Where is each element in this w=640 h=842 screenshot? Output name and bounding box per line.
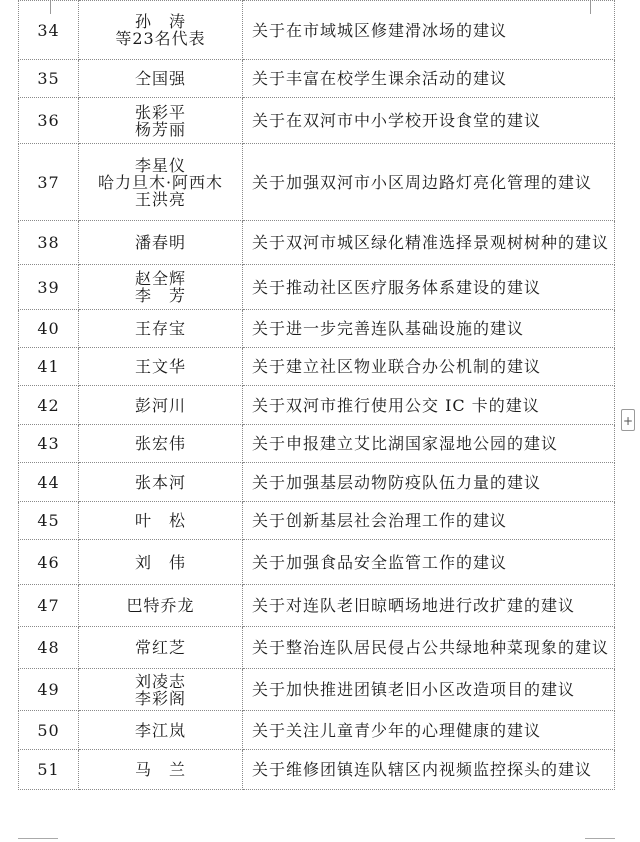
proposer-name: 马 兰 [134, 760, 186, 779]
proposal-title-cell: 关于加快推进团镇老旧小区改造项目的建议 [243, 669, 615, 711]
proposal-title-cell: 关于丰富在校学生课余活动的建议 [243, 60, 615, 98]
proposer-names-cell [79, 221, 243, 265]
proposer-name: 王存宝 [134, 319, 186, 338]
row-number-cell: 37 [19, 144, 79, 221]
proposer-names-cell [79, 60, 243, 98]
proposer-names-cell [79, 386, 243, 425]
row-number-cell: 49 [19, 669, 79, 711]
proposal-title-cell: 关于加强双河市小区周边路灯亮化管理的建议 [243, 144, 615, 221]
page-bottom-mark-left [18, 838, 58, 839]
row-number-cell: 36 [19, 98, 79, 144]
proposer-name: 潘春明 [134, 233, 186, 252]
table-row [19, 348, 615, 386]
table-row [19, 750, 615, 790]
proposer-name: 王洪亮 [134, 189, 186, 209]
proposal-title-cell: 关于对连队老旧晾晒场地进行改扩建的建议 [243, 585, 615, 627]
proposal-table [18, 0, 615, 790]
table-row [19, 585, 615, 627]
proposer-name: 叶 松 [134, 511, 186, 530]
row-number-cell: 50 [19, 711, 79, 750]
table-row [19, 1, 615, 60]
table-row [19, 669, 615, 711]
proposer-name: 刘 伟 [134, 552, 186, 572]
proposer-names-cell [79, 310, 243, 348]
proposer-names-cell [79, 627, 243, 669]
proposal-title-cell: 关于维修团镇连队辖区内视频监控探头的建议 [243, 750, 615, 790]
proposal-title-cell: 关于加强食品安全监管工作的建议 [243, 540, 615, 585]
table-row [19, 711, 615, 750]
proposer-names-cell [79, 348, 243, 386]
proposer-names-cell [79, 502, 243, 540]
table-expand-button[interactable]: + [621, 409, 635, 431]
row-number-cell: 48 [19, 627, 79, 669]
table-row [19, 98, 615, 144]
table-row [19, 386, 615, 425]
row-number-cell: 35 [19, 60, 79, 98]
table-row [19, 221, 615, 265]
proposer-name: 张彩平 [134, 102, 186, 122]
proposer-names-cell [79, 144, 243, 221]
table-row [19, 144, 615, 221]
proposal-table-wrapper [18, 0, 615, 790]
proposer-name: 李 芳 [134, 286, 186, 305]
row-number-cell: 42 [19, 386, 79, 425]
proposer-names-cell [79, 750, 243, 790]
proposer-names-cell [79, 669, 243, 711]
proposer-names-cell [79, 585, 243, 627]
proposer-names-cell [79, 463, 243, 502]
proposer-names-cell [79, 540, 243, 585]
table-row [19, 265, 615, 310]
row-number-cell: 43 [19, 425, 79, 463]
table-row [19, 502, 615, 540]
table-row [19, 60, 615, 98]
proposer-name: 等23名代表 [115, 29, 206, 48]
proposal-title-cell: 关于整治连队居民侵占公共绿地种菜现象的建议 [243, 627, 615, 669]
row-number-cell: 39 [19, 265, 79, 310]
table-row [19, 425, 615, 463]
proposal-title-cell: 关于加强基层动物防疫队伍力量的建议 [243, 463, 615, 502]
proposer-name: 彭河川 [134, 395, 186, 415]
proposer-name: 哈力旦木·阿西木 [97, 172, 224, 192]
row-number-cell: 44 [19, 463, 79, 502]
proposer-name: 李江岚 [134, 720, 186, 740]
proposer-name: 巴特乔龙 [126, 596, 195, 615]
table-row [19, 310, 615, 348]
proposal-title-cell: 关于关注儿童青少年的心理健康的建议 [243, 711, 615, 750]
proposer-name: 孙 涛 [134, 12, 186, 31]
row-number-cell: 46 [19, 540, 79, 585]
table-row [19, 540, 615, 585]
proposer-name: 刘凌志 [134, 671, 186, 691]
proposal-title-cell: 关于双河市城区绿化精准选择景观树树种的建议 [243, 221, 615, 265]
proposer-names-cell [79, 425, 243, 463]
proposal-title-cell: 关于推动社区医疗服务体系建设的建议 [243, 265, 615, 310]
proposer-name: 常红芝 [134, 638, 186, 657]
proposal-title-cell: 关于双河市推行使用公交 IC 卡的建议 [243, 386, 615, 425]
proposal-table-body [19, 1, 615, 790]
proposer-name: 李星仪 [134, 155, 186, 175]
row-number-cell: 41 [19, 348, 79, 386]
proposer-name: 杨芳丽 [134, 119, 186, 139]
table-row [19, 627, 615, 669]
table-row [19, 463, 615, 502]
proposer-names-cell [79, 711, 243, 750]
proposer-names-cell [79, 98, 243, 144]
proposer-names-cell [79, 265, 243, 310]
proposer-name: 张本河 [134, 472, 186, 492]
proposal-title-cell: 关于创新基层社会治理工作的建议 [243, 502, 615, 540]
proposer-name: 赵全辉 [134, 269, 186, 288]
row-number-cell: 40 [19, 310, 79, 348]
proposer-name: 李彩阁 [134, 688, 186, 708]
row-number-cell: 47 [19, 585, 79, 627]
proposer-name: 王文华 [134, 357, 186, 376]
row-number-cell: 45 [19, 502, 79, 540]
row-number-cell: 34 [19, 1, 79, 60]
page-bottom-mark-right [585, 838, 615, 839]
row-number-cell: 51 [19, 750, 79, 790]
proposal-title-cell: 关于在双河市中小学校开设食堂的建议 [243, 98, 615, 144]
proposal-title-cell: 关于申报建立艾比湖国家湿地公园的建议 [243, 425, 615, 463]
row-number-cell: 38 [19, 221, 79, 265]
proposer-name: 仝国强 [134, 69, 186, 88]
proposer-names-cell [79, 1, 243, 60]
proposer-name: 张宏伟 [134, 434, 186, 453]
proposal-title-cell: 关于在市域城区修建滑冰场的建议 [243, 1, 615, 60]
proposal-title-cell: 关于进一步完善连队基础设施的建议 [243, 310, 615, 348]
proposal-title-cell: 关于建立社区物业联合办公机制的建议 [243, 348, 615, 386]
